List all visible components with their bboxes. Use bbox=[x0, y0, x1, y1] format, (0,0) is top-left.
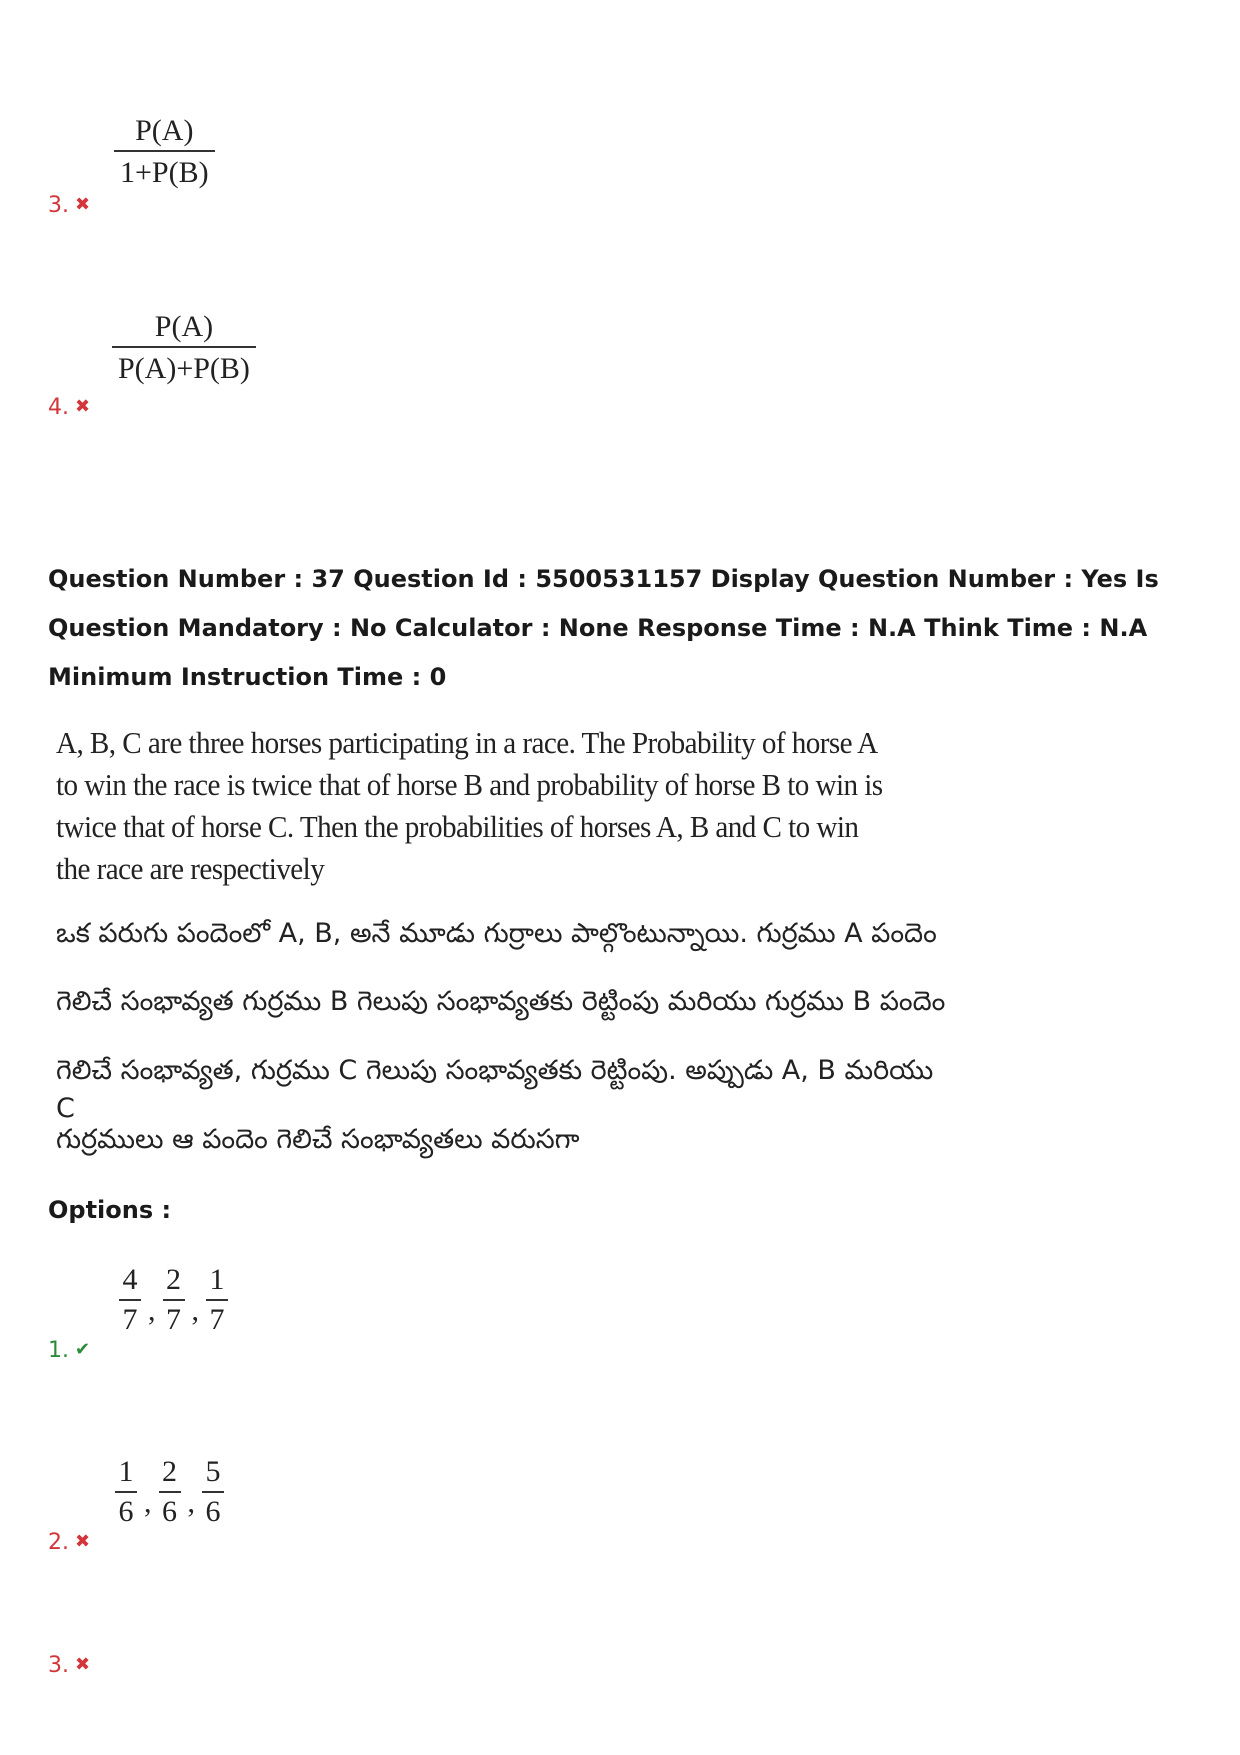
numerator: 1 bbox=[118, 1455, 134, 1488]
option-1 bbox=[48, 1338, 90, 1363]
comma: , bbox=[191, 1294, 199, 1327]
fraction bbox=[160, 1263, 188, 1337]
prev-option-4 bbox=[48, 395, 90, 420]
option-number: 2. bbox=[48, 1530, 69, 1555]
numerator: P(A) bbox=[135, 114, 194, 147]
denominator: 7 bbox=[163, 1299, 185, 1337]
denominator: 6 bbox=[159, 1491, 181, 1529]
option-number: 4. bbox=[48, 395, 69, 420]
prev-option-3-fraction bbox=[114, 114, 215, 190]
numerator: 5 bbox=[205, 1455, 221, 1488]
question-meta: Question Number : 37 Question Id : 5500531157 Display Question Number : Yes Is Question Mandatory : No Calculator : None Response Time : N.A Think Time : N.A Minimum Instruction Time : 0 bbox=[48, 565, 1159, 691]
denominator: P(A)+P(B) bbox=[112, 346, 256, 386]
option-1-fractions bbox=[116, 1263, 231, 1337]
option-number: 1. bbox=[48, 1338, 69, 1363]
fraction bbox=[156, 1455, 184, 1529]
denominator: 6 bbox=[115, 1491, 137, 1529]
option-number: 3. bbox=[48, 193, 69, 218]
denominator: 7 bbox=[119, 1299, 141, 1337]
question-text-te-line: గుర్రములు ఆ పందెం గెలిచే సంభావ్యతలు వరుసగా bbox=[56, 1124, 580, 1155]
denominator: 6 bbox=[202, 1491, 224, 1529]
cross-icon: ✖ bbox=[75, 396, 91, 417]
options-label: Options : bbox=[48, 1196, 172, 1224]
cross-icon: ✖ bbox=[75, 194, 91, 215]
comma: , bbox=[144, 1486, 152, 1519]
comma: , bbox=[187, 1486, 195, 1519]
comma: , bbox=[148, 1294, 156, 1327]
numerator: 1 bbox=[209, 1263, 225, 1296]
numerator: 2 bbox=[166, 1263, 181, 1296]
question-text-te-line: గెలిచే సంభావ్యత, గుర్రము C గెలుపు సంభావ్యతకు రెట్టింపు. అప్పుడు A, B మరియు C bbox=[56, 1055, 934, 1124]
question-text-en: A, B, C are three horses participating in a race. The Probability of horse A to win the race is twice that of horse B and probability of horse B to win is twice that of horse C. Then the probabilities of horses A, B and C to win the race are respectively bbox=[56, 725, 883, 886]
numerator: P(A) bbox=[154, 310, 214, 343]
fraction bbox=[203, 1263, 231, 1337]
option-number: 3. bbox=[48, 1653, 69, 1678]
numerator: 4 bbox=[122, 1263, 138, 1296]
fraction bbox=[116, 1263, 144, 1337]
question-text-te-line: ఒక పరుగు పందెంలో A, B, అనే మూడు గుర్రాలు పాల్గొంటున్నాయి. గుర్రము A పందెం bbox=[56, 918, 937, 949]
denominator: 1+P(B) bbox=[114, 150, 215, 190]
prev-option-4-fraction bbox=[112, 310, 256, 386]
numerator: 2 bbox=[162, 1455, 177, 1488]
cross-icon: ✖ bbox=[75, 1531, 91, 1552]
check-icon: ✔ bbox=[75, 1339, 91, 1360]
option-3 bbox=[48, 1653, 90, 1678]
cross-icon: ✖ bbox=[75, 1654, 91, 1675]
denominator: 7 bbox=[206, 1299, 228, 1337]
fraction bbox=[112, 1455, 140, 1529]
option-2-fractions bbox=[112, 1455, 227, 1529]
question-text-te-line: గెలిచే సంభావ్యత గుర్రము B గెలుపు సంభావ్యతకు రెట్టింపు మరియు గుర్రము B పందెం bbox=[56, 986, 946, 1017]
prev-option-3 bbox=[48, 193, 90, 218]
option-2 bbox=[48, 1530, 90, 1555]
fraction bbox=[199, 1455, 227, 1529]
